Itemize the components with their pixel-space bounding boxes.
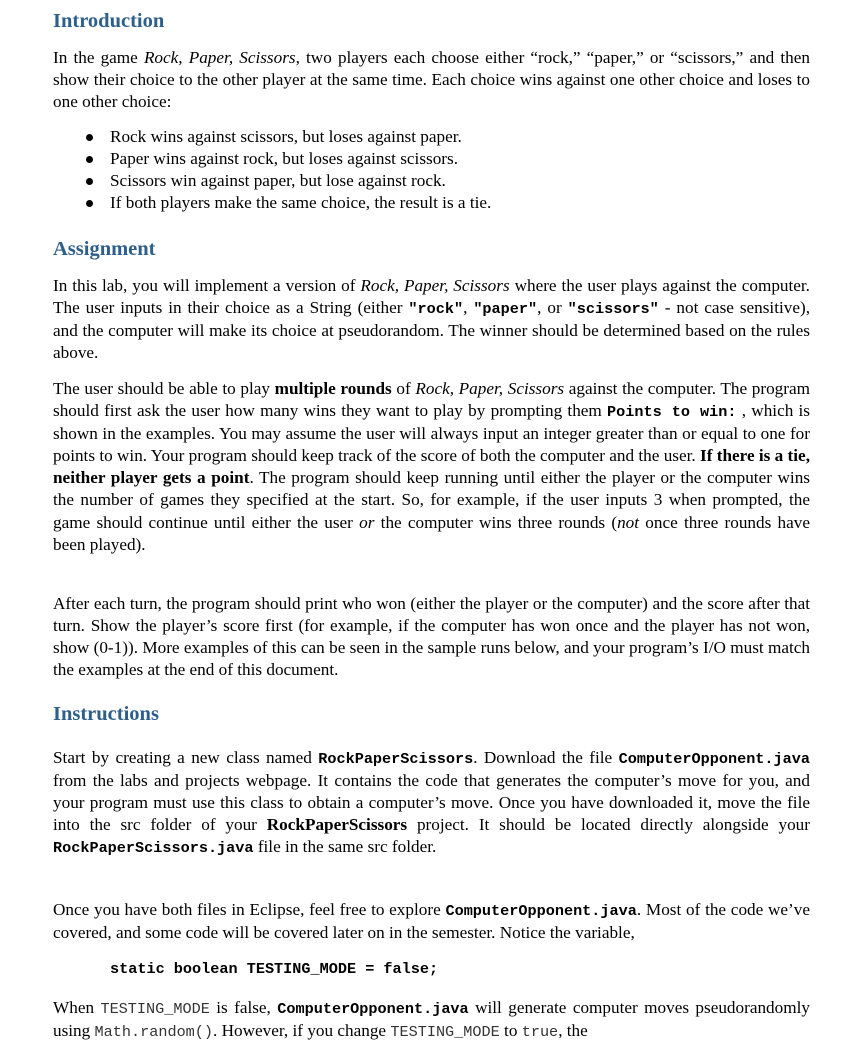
assignment-paragraph-3: After each turn, the program should print who won (either the player or the computer) and the score after that turn. Show the player’s score first (for example, if the computer has won once and the player has not won, show (0-1)). More examples of this can be seen in the sample runs below, and your program’s I/O must match the examples at the end of this document. [53,594,810,680]
heading-assignment: Assignment [53,238,156,260]
assignment-paragraph-2: The user should be able to play multiple rounds of Rock, Paper, Scissors against the computer. The program should first ask the user how many wins they want to play by prompting them Points to win: , which is shown in the examples. You may assume the user will always input an integer greater than or equal to one for points to win. Your program should keep track of the score of both the computer and the user. If there is a tie, neither player gets a point. The program should keep running until either the player or the computer wins the number of games they specified at the start. So, for example, if the user inputs 3 when prompted, the game should continue until either the user or the computer wins three rounds (not once three rounds have been played). [53,379,810,554]
list-item: Rock wins against scissors, but loses against paper. [53,126,491,148]
instructions-paragraph-2: Once you have both files in Eclipse, feel free to explore ComputerOpponent.java. Most of the code we’ve covered, and some code will be covered later on in the semester. Notice the variable, [53,900,810,943]
list-item: Scissors win against paper, but lose against rock. [53,170,491,192]
intro-paragraph: In the game Rock, Paper, Scissors, two players each choose either “rock,” “paper,” or “scissors,” and then show their choice to the other player at the same time. Each choice wins against one other choice and loses to one other choice: [53,48,810,112]
list-item: Paper wins against rock, but loses against scissors. [53,148,491,170]
instructions-paragraph-1: Start by creating a new class named RockPaperScissors. Download the file ComputerOpponent.java from the labs and projects webpage. It contains the code that generates the computer’s move for you, and your program must use this class to obtain a computer’s move. Once you have downloaded it, move the file into the src folder of your RockPaperScissors project. It should be located directly alongside your RockPaperScissors.java file in the same src folder. [53,748,810,858]
heading-instructions: Instructions [53,703,159,725]
list-item: If both players make the same choice, the result is a tie. [53,192,491,214]
assignment-paragraph-1: In this lab, you will implement a version of Rock, Paper, Scissors where the user plays against the computer. The user inputs in their choice as a String (either "rock", "paper", or "scissors" - not case sensitive), and the computer will make its choice at pseudorandom. The winner should be determined based on the rules above. [53,276,810,363]
code-snippet: static boolean TESTING_MODE = false; [110,960,439,978]
instructions-paragraph-3: When TESTING_MODE is false, ComputerOpponent.java will generate computer moves pseudorandomly using Math.random(). However, if you change TESTING_MODE to true, the [53,998,810,1042]
heading-introduction: Introduction [53,10,165,32]
rules-list [53,126,491,214]
